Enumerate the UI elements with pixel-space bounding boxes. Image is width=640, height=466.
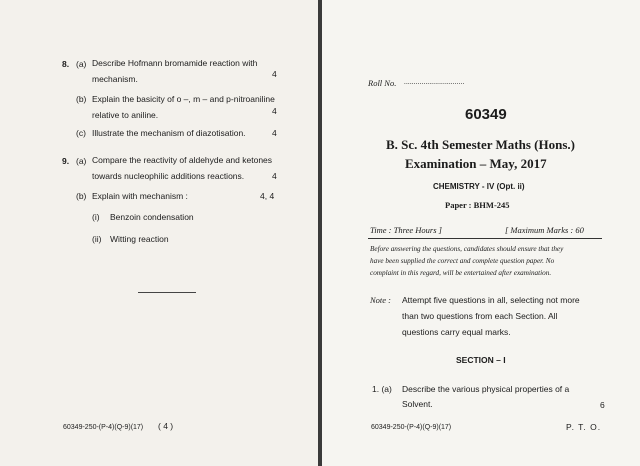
q8-number: 8. [62, 59, 70, 69]
note-line2: than two questions from each Section. All [402, 311, 558, 321]
q1a-marks: 6 [600, 400, 605, 410]
time-label: Time : Three Hours ] [370, 225, 442, 235]
left-footer-code: 60349-250-(P-4)(Q-9)(17) [63, 424, 144, 431]
max-marks-label: [ Maximum Marks : 60 [505, 225, 584, 235]
left-page [0, 0, 318, 466]
q8a-marks: 4 [272, 69, 277, 79]
left-page-number: ( 4 ) [158, 421, 174, 431]
pto-label: P. T. O. [566, 422, 602, 432]
q8a-text-line1: Describe Hofmann bromamide reaction with [92, 58, 258, 68]
roll-dots: ............................... [404, 78, 465, 86]
q8c-marks: 4 [272, 128, 277, 138]
q9a-text-line2: towards nucleophilic additions reactions. [92, 171, 245, 181]
paper-code: 60349 [465, 106, 507, 123]
paper-id: Paper : BHM-245 [445, 200, 510, 210]
q1a-text-line2: Solvent. [402, 399, 433, 409]
q8b-marks: 4 [272, 106, 277, 116]
note-line1: Attempt five questions in all, selecting not more [402, 295, 580, 305]
q9b-i-label: (i) [92, 212, 100, 222]
q9b-label: (b) [76, 191, 87, 201]
q8a-text-line2: mechanism. [92, 74, 138, 84]
q9b-ii-label: (ii) [92, 234, 102, 244]
q9b-ii-text: Witting reaction [110, 234, 169, 244]
title-line2: Examination – May, 2017 [405, 156, 547, 171]
q1a-label: 1. (a) [372, 384, 392, 394]
q9a-text-line1: Compare the reactivity of aldehyde and ketones [92, 155, 273, 165]
right-footer-code: 60349-250-(P-4)(Q-9)(17) [371, 424, 452, 431]
instruction-line2: have been supplied the correct and complete question paper. No [370, 257, 555, 265]
q8c-label: (c) [76, 128, 86, 138]
q8a-label: (a) [76, 59, 87, 69]
instruction-line3: complaint in this regard, will be entertained after examination. [370, 269, 552, 277]
q8b-text-line1: Explain the basicity of o –, m – and p-nitroaniline [92, 94, 275, 104]
q9b-text: Explain with mechanism : [92, 191, 188, 201]
section-heading: SECTION – I [456, 355, 506, 365]
q9a-label: (a) [76, 156, 87, 166]
q1a-text-line1: Describe the various physical properties of a [402, 384, 570, 394]
q8b-label: (b) [76, 94, 87, 104]
q9b-i-text: Benzoin condensation [110, 212, 194, 222]
note-label: Note : [370, 295, 392, 305]
header-rule [368, 238, 602, 239]
q9a-marks: 4 [272, 171, 277, 181]
q9-number: 9. [62, 156, 70, 166]
roll-label: Roll No. [368, 78, 397, 88]
q8b-text-line2: relative to aniline. [92, 110, 159, 120]
end-rule [138, 292, 196, 293]
subject: CHEMISTRY - IV (Opt. ii) [433, 182, 525, 191]
q9b-marks: 4, 4 [260, 191, 275, 201]
right-page [322, 0, 640, 466]
note-line3: questions carry equal marks. [402, 327, 511, 337]
q8c-text: Illustrate the mechanism of diazotisation. [92, 128, 246, 138]
title-line1: B. Sc. 4th Semester Maths (Hons.) [386, 137, 575, 152]
instruction-line1: Before answering the questions, candidates should ensure that they [370, 245, 564, 253]
